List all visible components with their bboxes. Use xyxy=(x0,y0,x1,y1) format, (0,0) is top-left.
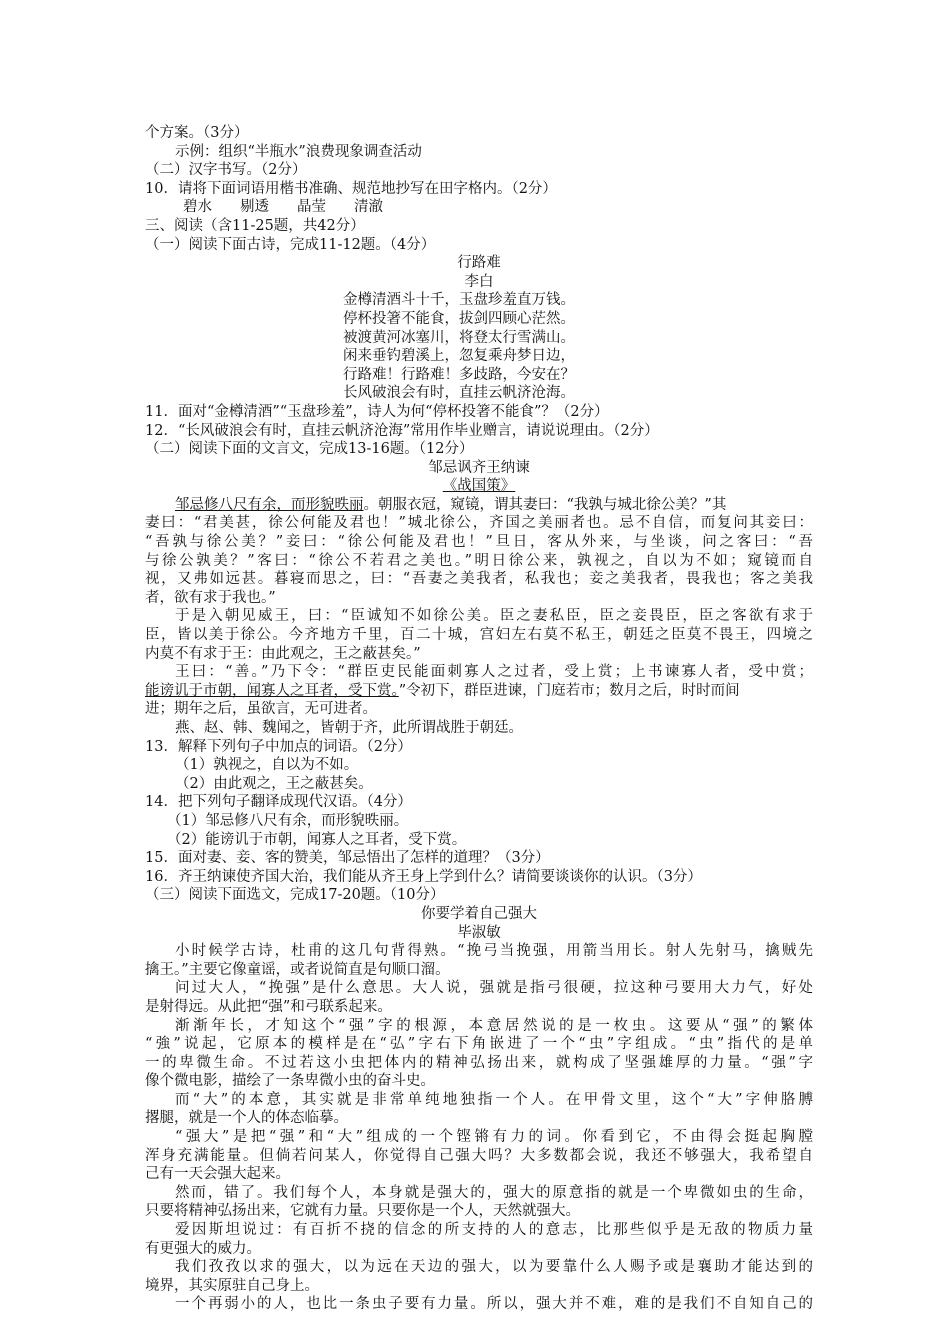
essay-author: 毕淑敏 xyxy=(457,924,501,941)
poem-line: 长风破浪会有时，直挂云帆济沧海。 xyxy=(343,385,575,402)
sub-question: （1）邹忌修八尺有余，而形貌昳丽。 xyxy=(167,812,409,829)
text-line: “强大”是把“强”和“大”组成的一个铿锵有力的词。你看到它，不由得会挺起胸膛 xyxy=(175,1129,813,1146)
text-line: 而“大”的本意，其实就是非常单纯地独指一个人。在甲骨文里，这个“大”字伸胳膊 xyxy=(175,1091,813,1108)
text-line: 只要将精神弘扬出来，它就有力量。只要你是一个人，天然就强大。 xyxy=(145,1203,580,1220)
poem-author: 李白 xyxy=(464,273,494,290)
underlined-sentence: 邹忌修八尺有余，而形貌昳丽 xyxy=(175,496,364,513)
question-13: 13．解释下列句子中加点的词语。（2分） xyxy=(145,738,412,755)
text-line: 己有一天会强大起来。 xyxy=(145,1166,290,1183)
text-line: 有更强大的威力。 xyxy=(145,1240,261,1257)
text-line: 一个再弱小的人，也比一条虫子要有力量。所以，强大并不难，难的是我们不自知自己的 xyxy=(175,1296,813,1313)
poem-line: 闲来垂钓碧溪上，忽复乘舟梦日边， xyxy=(343,348,575,365)
text-line: 示例：组织“半瓶水”浪费现象调查活动 xyxy=(175,143,422,160)
question-16: 16．齐王纳谏使齐国大治，我们能从齐王身上学到什么？请简要谈谈你的认识。（3分） xyxy=(145,868,702,885)
text-line: 于是入朝见威王，曰：“臣诚知不如徐公美。臣之妻私臣，臣之妾畏臣，臣之客欲有求于 xyxy=(175,608,813,625)
poem-title: 行路难 xyxy=(457,255,501,272)
text-line: “吾孰与徐公美？”妾曰：“徐公何能及君也！”旦日，客从外来，与坐谈，问之客曰：“吾 xyxy=(145,534,813,551)
section-heading: （三）阅读下面选文，完成17-20题。（10分） xyxy=(145,887,445,904)
text-line: 燕、赵、韩、魏闻之，皆朝于齐，此所谓战胜于朝廷。 xyxy=(175,720,523,736)
text-line: 臣，皆以美于徐公。今齐地方千里，百二十城，宫妇左右莫不私王，朝廷之臣莫不畏王，四境之 xyxy=(145,627,813,644)
question-12: 12．“长风破浪会有时，直挂云帆济沧海”常用作毕业赠言，请说说理由。（2分） xyxy=(145,422,659,439)
question-10: 10．请将下面词语用楷书准确、规范地抄写在田字格内。（2分） xyxy=(145,180,557,197)
section-heading: （二）汉字书写。（2分） xyxy=(145,162,307,179)
poem-line: 行路难！行路难！多歧路，今安在？ xyxy=(343,366,575,383)
text-line: 一的卑微生命。不过若这小虫把体内的精神弘扬出来，就构成了坚强雄厚的力量。“强”字 xyxy=(145,1054,813,1071)
text-line: 妻曰：“君美甚，徐公何能及君也！”城北徐公，齐国之美丽者也。忌不自信，而复问其妾曰： xyxy=(145,515,813,532)
question-14: 14．把下列句子翻译成现代汉语。（4分） xyxy=(145,794,412,811)
text-line: 我们孜孜以求的强大，以为远在天边的强大，以为要靠什么人赐予或是襄助才能达到的 xyxy=(175,1259,813,1276)
section-heading: （一）阅读下面古诗，完成11-12题。（4分） xyxy=(145,236,436,253)
sub-question: （2）由此观之，王之蔽甚矣。 xyxy=(175,775,373,792)
sub-question: （2）能谤讥于市朝，闻寡人之耳者，受下赏。 xyxy=(167,831,467,848)
poem-line: 被渡黄河冰塞川，将登太行雪满山。 xyxy=(343,329,575,346)
word-item: 晶莹 xyxy=(297,199,326,216)
text-line: 擒王。”主要它像童谣，或者说简直是句顺口溜。 xyxy=(145,961,450,978)
section-heading: 三、阅读（含11-25题，共42分） xyxy=(145,217,365,234)
text-line: 与徐公孰美？”客曰：“徐公不若君之美也。”明日徐公来，孰视之，自以为不如；窥镜而自 xyxy=(145,552,813,569)
text-line xyxy=(145,496,813,515)
text-line: 内莫不有求于王：由此观之，王之蔽甚矣。” xyxy=(145,645,421,662)
word-item: 清澈 xyxy=(354,199,383,216)
text-line: 撂腿，就是一个人的体态临摹。 xyxy=(145,1110,348,1127)
classical-source: 《战国策》 xyxy=(442,478,516,495)
essay-title: 你要学着自己强大 xyxy=(421,905,537,922)
text-line: 爱因斯坦说过：有百折不挠的信念的所支持的人的意志，比那些似乎是无敌的物质力量 xyxy=(175,1222,813,1239)
classical-title: 邹忌讽齐王纳谏 xyxy=(428,459,530,476)
underlined-sentence: 能谤讥于市朝，闻寡人之耳者，受下赏。 xyxy=(145,682,399,699)
text-line: 小时候学古诗，杜甫的这几句背得熟。“挽弓当挽强，用箭当用长。射人先射马，擒贼先 xyxy=(175,943,813,960)
text-line: 是射得远。从此把“强”和弓联系起来。 xyxy=(145,998,392,1015)
question-15: 15．面对妻、妾、客的赞美，邹忌悟出了怎样的道理？（3分） xyxy=(145,850,550,867)
text-line: 问过大人，“挽强”是什么意思。大人说，强就是指弓很硬，拉这种弓要用大力气，好处 xyxy=(175,980,813,997)
poem-line: 停杯投箸不能食，拔剑四顾心茫然。 xyxy=(343,310,575,327)
text-line: 境界，其实原驻自己身上。 xyxy=(145,1277,319,1294)
text-line: 进；期年之后，虽欲言，无可进者。 xyxy=(145,701,377,718)
text-span: 。朝服衣冠，窥镜，谓其妻曰：“我孰与城北徐公美？”其 xyxy=(363,496,727,513)
text-span: ”令初下，群臣进谏，门庭若市；数月之后，时时而间 xyxy=(398,682,740,699)
poem-line: 金樽清酒斗十千，玉盘珍羞直万钱。 xyxy=(343,292,575,309)
text-line: 浑身充满能量。但倘若问某人，你觉得自己强大吗？大多数都会说，我还不够强大，我希望自 xyxy=(145,1147,813,1164)
text-line: 个方案。（3分） xyxy=(145,125,249,141)
text-line: 王曰：“善。”乃下令：“群臣吏民能面刺寡人之过者，受上赏；上书谏寡人者，受中赏； xyxy=(175,664,813,681)
text-line: “強”说起，它原本的模样是在“弘”字右下角嵌进了一个“虫”字组成。“虫”指代的是单 xyxy=(145,1036,813,1053)
text-line xyxy=(145,682,813,701)
text-line: 视，又弗如远甚。暮寝而思之，曰：“吾妻之美我者，私我也；妾之美我者，畏我也；客之美我 xyxy=(145,571,813,588)
text-line: 者，欲有求于我也。” xyxy=(145,589,276,606)
sub-question: （1）孰视之，自以为不如。 xyxy=(175,757,359,774)
question-11: 11．面对“金樽清酒”“玉盘珍羞”，诗人为何“停杯投箸不能食”？（2分） xyxy=(145,403,609,420)
text-line: 然而，错了。我们每个人，本身就是强大的，强大的原意指的就是一个卑微如虫的生命， xyxy=(175,1184,813,1201)
word-item: 剔透 xyxy=(240,199,269,216)
section-heading: （二）阅读下面的文言文，完成13-16题。（12分） xyxy=(145,441,474,458)
word-item: 碧水 xyxy=(183,199,212,216)
text-line: 渐渐年长，才知这个“强”字的根源，本意居然说的是一枚虫。这要从“强”的繁体 xyxy=(175,1017,813,1034)
exam-page xyxy=(145,124,813,1314)
text-line: 像个微电影，描绘了一条卑微小虫的奋斗史。 xyxy=(145,1073,435,1090)
word-list xyxy=(145,198,813,217)
